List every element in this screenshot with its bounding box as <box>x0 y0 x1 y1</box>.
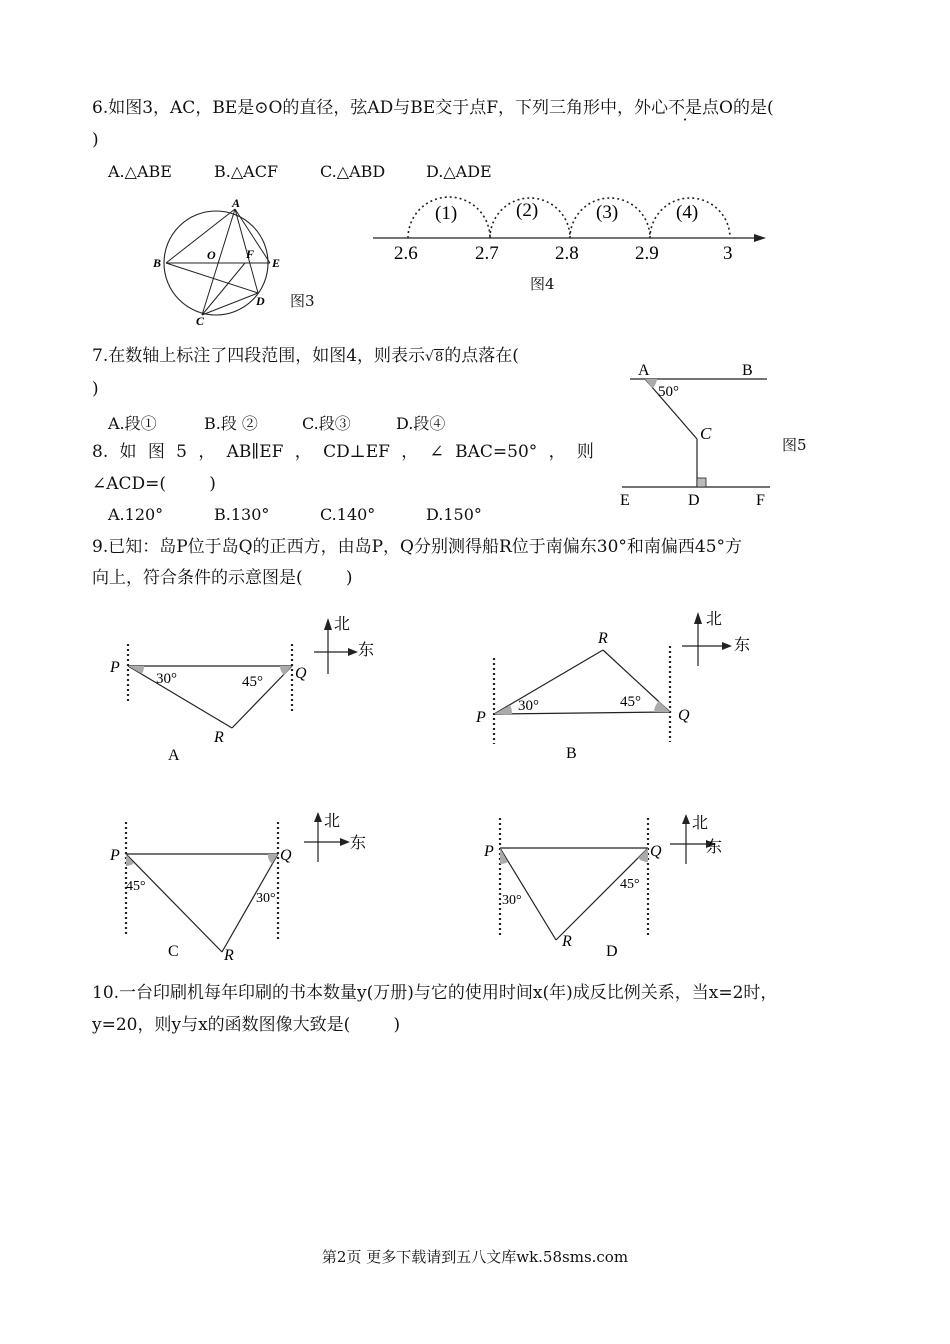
tick-2-6: 2.6 <box>394 243 418 264</box>
q8-option-b: B.130° <box>214 505 270 524</box>
q8-option-c: C.140° <box>320 505 376 524</box>
page-footer: 第2页 更多下载请到五八文库wk.58sms.com <box>321 1248 629 1266</box>
q8-token: 图 <box>147 442 165 462</box>
diagram-d-north: 北 <box>692 815 709 832</box>
diagram-d-letter: D <box>606 943 618 960</box>
diagram-a-letter: A <box>168 747 180 764</box>
diagram-a-east: 东 <box>358 642 375 659</box>
figure-5-label: 图5 <box>782 436 807 454</box>
diagram-c-angle-p: 45° <box>126 879 146 894</box>
q8-option-a: A.120° <box>108 505 164 524</box>
diagram-b-angle-q: 45° <box>620 694 641 710</box>
diagram-c-p: P <box>110 847 120 864</box>
figure-4-number-line <box>368 195 778 275</box>
q8-token: ， <box>294 442 312 462</box>
figure-4-label: 图4 <box>530 275 555 293</box>
segment-4-label: (4) <box>676 202 699 223</box>
q6-option-b: B.△ACF <box>214 162 279 181</box>
sqrt-symbol: √ <box>425 349 434 365</box>
fig5-point-c: C <box>700 424 712 443</box>
q7-option-d: D.段④ <box>396 414 446 433</box>
q9-line-2: 向上，符合条件的示意图是( ) <box>92 568 353 588</box>
fig3-point-d: D <box>256 294 265 308</box>
q8-token: AB∥EF <box>226 442 284 462</box>
diagram-d-east: 东 <box>706 839 723 856</box>
q6-stem-text: 6.如图3，AC，BE是⊙O的直径，弦AD与BE交于点F，下列三角形中，外心 <box>92 98 669 118</box>
diagram-d-r: R <box>562 933 572 950</box>
fig3-point-b: B <box>153 256 162 270</box>
tick-3: 3 <box>723 243 733 264</box>
q10-line-2: y=20，则y与x的函数图像大致是( ) <box>92 1015 401 1035</box>
diagram-c-angle-q: 30° <box>256 891 276 906</box>
diagram-b-p: P <box>476 709 486 726</box>
sqrt-radicand: 8 <box>434 350 444 365</box>
q8-token: ， <box>548 442 566 462</box>
q6-option-d: D.△ADE <box>426 162 492 181</box>
q8-token: 5 <box>176 442 187 462</box>
segment-3-label: (3) <box>596 202 619 223</box>
diagram-a-angle-q: 45° <box>242 674 263 690</box>
diagram-c-r: R <box>224 947 234 964</box>
q7-close-paren: ) <box>92 379 99 399</box>
diagram-a-north: 北 <box>334 616 351 633</box>
fig5-point-f: F <box>756 492 765 509</box>
fig5-angle-50: 50° <box>658 384 679 400</box>
q9-diagram-c <box>100 806 400 966</box>
q9-diagram-b <box>470 600 770 760</box>
q8-option-d: D.150° <box>426 505 482 524</box>
q7-stem-pre: 7.在数轴上标注了四段范围，如图4，则表示 <box>92 346 426 366</box>
segment-1-label: (1) <box>435 203 458 224</box>
diagram-d-q: Q <box>650 843 662 860</box>
diagram-b-q: Q <box>678 707 690 724</box>
diagram-b-north: 北 <box>706 611 723 628</box>
diagram-a-p: P <box>110 659 120 676</box>
diagram-b-letter: B <box>566 745 577 762</box>
diagram-b-east: 东 <box>734 637 751 654</box>
q7-stem <box>92 346 519 368</box>
q6-option-c: C.△ABD <box>320 162 386 181</box>
diagram-c-letter: C <box>168 943 179 960</box>
q10-line-1: 10.一台印刷机每年印刷的书本数量y(万册)与它的使用时间x(年)成反比例关系，当x=2时， <box>92 983 778 1003</box>
tick-2-8: 2.8 <box>555 243 579 264</box>
q8-token: BAC=50° <box>455 442 538 462</box>
q6-stem-tail: 点O的是( <box>702 98 774 118</box>
diagram-b-r: R <box>598 630 608 647</box>
diagram-c-east: 东 <box>350 835 367 852</box>
q9-line-1: 9.已知：岛P位于岛Q的正西方，由岛P，Q分别测得船R位于南偏东30°和南偏西45°方 <box>92 537 743 557</box>
figure-5-parallel-lines <box>612 360 782 510</box>
diagram-d-p: P <box>484 843 494 860</box>
q8-token: ， <box>401 442 419 462</box>
fig3-point-e: E <box>272 256 281 270</box>
q7-option-c: C.段③ <box>302 414 351 433</box>
q6-close-paren: ) <box>92 130 99 150</box>
q7-stem-post: 的点落在( <box>444 346 519 366</box>
fig5-point-b: B <box>742 362 753 379</box>
figure-3-circle <box>150 195 290 335</box>
fig5-point-d: D <box>688 492 700 509</box>
fig3-point-o: O <box>207 248 216 262</box>
q8-token: CD⊥EF <box>323 442 390 462</box>
figure-3-label: 图3 <box>290 292 315 310</box>
q6-stem <box>92 98 774 118</box>
q6-option-a: A.△ABE <box>108 162 172 181</box>
q8-token: 如 <box>119 442 137 462</box>
diagram-a-angle-p: 30° <box>156 671 177 687</box>
q9-diagram-a <box>100 608 400 768</box>
fig3-point-c: C <box>196 314 205 328</box>
diagram-a-q: Q <box>295 665 307 682</box>
fig3-point-f: F <box>246 247 255 261</box>
fig3-point-a: A <box>232 196 241 210</box>
q8-line-2: ∠ACD=( ) <box>92 474 216 494</box>
q7-option-a: A.段① <box>108 414 157 433</box>
q8-token: 则 <box>576 442 594 462</box>
diagram-c-north: 北 <box>324 813 341 830</box>
segment-2-label: (2) <box>516 200 539 221</box>
diagram-b-angle-p: 30° <box>518 698 539 714</box>
tick-2-7: 2.7 <box>475 243 499 264</box>
fig5-point-e: E <box>620 492 630 509</box>
diagram-c-q: Q <box>280 847 292 864</box>
tick-2-9: 2.9 <box>635 243 659 264</box>
q6-emphasis: 不是 <box>668 98 703 118</box>
q8-token: ∠ <box>429 442 444 462</box>
diagram-a-r: R <box>214 729 224 746</box>
diagram-d-angle-p: 30° <box>502 893 522 908</box>
q7-option-b: B.段 ② <box>204 414 258 433</box>
q8-line-1 <box>92 442 594 462</box>
q8-token: 8. <box>92 442 109 462</box>
diagram-d-angle-q: 45° <box>620 877 640 892</box>
fig5-point-a: A <box>638 362 650 379</box>
q8-token: ， <box>198 442 216 462</box>
q9-diagram-d <box>470 806 770 966</box>
